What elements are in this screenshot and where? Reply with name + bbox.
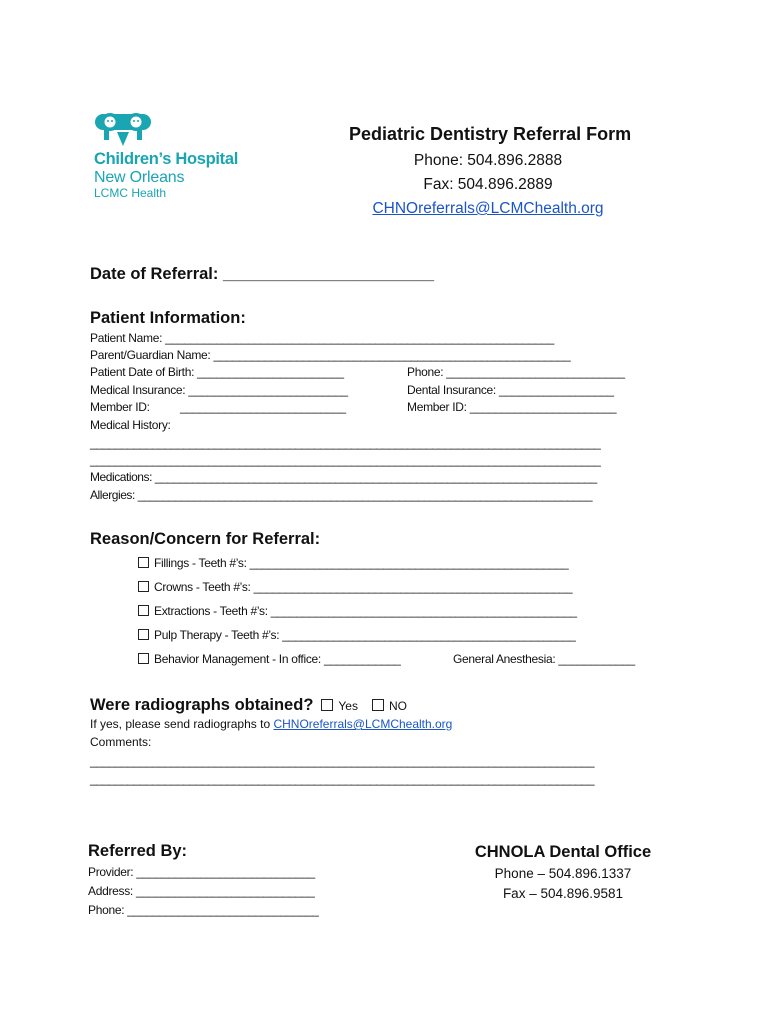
header-phone: Phone: 504.896.2888 bbox=[413, 152, 563, 169]
pulp-therapy-option[interactable] bbox=[138, 628, 575, 642]
date-of-referral-field[interactable]: Date of Referral: _______________________ bbox=[90, 265, 435, 283]
header-email-link[interactable]: CHNOreferrals@LCMChealth.org bbox=[372, 200, 604, 217]
form-title: Pediatric Dentistry Referral Form bbox=[349, 124, 632, 144]
header-fax: Fax: 504.896.2889 bbox=[423, 176, 553, 193]
dental-office-phone: Phone – 504.896.1337 bbox=[494, 866, 632, 881]
comments-line-2[interactable]: _________________________________________________________________________________ bbox=[90, 772, 595, 786]
dob-field[interactable]: Patient Date of Birth: _______________________ bbox=[90, 365, 344, 379]
medical-insurance-field[interactable]: Medical Insurance: _________________________ bbox=[90, 383, 348, 397]
pulp-therapy-label: Pulp Therapy - Teeth #’s: ______________________________________________ bbox=[154, 628, 576, 642]
medical-history-line-1[interactable]: __________________________________________________________________________________ bbox=[90, 436, 601, 450]
radiographs-row bbox=[90, 696, 407, 715]
medications-field[interactable]: Medications: _______________________________________________________________________ bbox=[90, 470, 597, 484]
extractions-label: Extractions - Teeth #’s: ________________________________________________ bbox=[154, 604, 577, 618]
behavior-management-checkbox[interactable] bbox=[138, 653, 149, 664]
general-anesthesia-field[interactable]: General Anesthesia: ____________ bbox=[453, 652, 635, 666]
comments-label: Comments: bbox=[90, 735, 152, 749]
radiographs-email-link[interactable]: CHNOreferrals@LCMChealth.org bbox=[273, 717, 453, 731]
crowns-label: Crowns - Teeth #’s: __________________________________________________ bbox=[154, 580, 573, 594]
guardian-name-field[interactable]: Parent/Guardian Name: ________________________________________________________ bbox=[90, 348, 571, 362]
patient-name-field[interactable]: Patient Name: _____________________________________________________________ bbox=[90, 331, 554, 345]
logo-line-2: New Orleans bbox=[94, 169, 185, 186]
fillings-option[interactable] bbox=[138, 556, 568, 570]
radiographs-no-label: NO bbox=[388, 699, 407, 713]
crowns-checkbox[interactable] bbox=[138, 581, 149, 592]
childrens-hospital-logo-icon bbox=[95, 108, 151, 148]
comments-line-1[interactable]: _________________________________________________________________________________ bbox=[90, 754, 595, 768]
address-field[interactable]: Address: ____________________________ bbox=[88, 884, 315, 898]
behavior-management-option[interactable] bbox=[138, 652, 400, 666]
reason-heading: Reason/Concern for Referral: bbox=[90, 530, 321, 548]
radiographs-yes-label: Yes bbox=[338, 699, 358, 713]
radiographs-yes-checkbox[interactable] bbox=[321, 699, 333, 711]
dental-office-heading: CHNOLA Dental Office bbox=[474, 843, 652, 861]
patient-phone-field[interactable]: Phone: ____________________________ bbox=[407, 365, 625, 379]
behavior-management-label: Behavior Management - In office: ____________ bbox=[154, 652, 401, 666]
radiographs-question: Were radiographs obtained? bbox=[90, 696, 314, 714]
logo-line-1: Children’s Hospital bbox=[94, 150, 239, 168]
medical-history-line-2[interactable]: __________________________________________________________________________________ bbox=[90, 453, 601, 467]
radiographs-send-instruction bbox=[90, 717, 452, 731]
logo-line-3: LCMC Health bbox=[94, 186, 167, 200]
member-id-label: Member ID: bbox=[90, 400, 150, 414]
hospital-logo bbox=[92, 108, 252, 200]
medical-history-label: Medical History: bbox=[90, 418, 171, 432]
pulp-therapy-checkbox[interactable] bbox=[138, 629, 149, 640]
dental-member-id-field[interactable]: Member ID: _______________________ bbox=[407, 400, 617, 414]
dental-insurance-field[interactable]: Dental Insurance: __________________ bbox=[407, 383, 614, 397]
patient-info-heading: Patient Information: bbox=[90, 309, 246, 327]
extractions-option[interactable] bbox=[138, 604, 577, 618]
referrer-phone-field[interactable]: Phone: ______________________________ bbox=[88, 903, 319, 917]
radiographs-no-checkbox[interactable] bbox=[372, 699, 384, 711]
fillings-checkbox[interactable] bbox=[138, 557, 149, 568]
fillings-label: Fillings - Teeth #’s: __________________________________________________ bbox=[154, 556, 569, 570]
radiographs-send-text: If yes, please send radiographs to bbox=[90, 717, 274, 731]
dental-office-fax: Fax – 504.896.9581 bbox=[502, 886, 624, 901]
provider-field[interactable]: Provider: ____________________________ bbox=[88, 865, 315, 879]
extractions-checkbox[interactable] bbox=[138, 605, 149, 616]
member-id-field[interactable]: __________________________ bbox=[180, 400, 346, 414]
crowns-option[interactable] bbox=[138, 580, 572, 594]
allergies-field[interactable]: Allergies: _________________________________________________________________________ bbox=[90, 488, 593, 502]
referred-by-heading: Referred By: bbox=[88, 842, 188, 860]
